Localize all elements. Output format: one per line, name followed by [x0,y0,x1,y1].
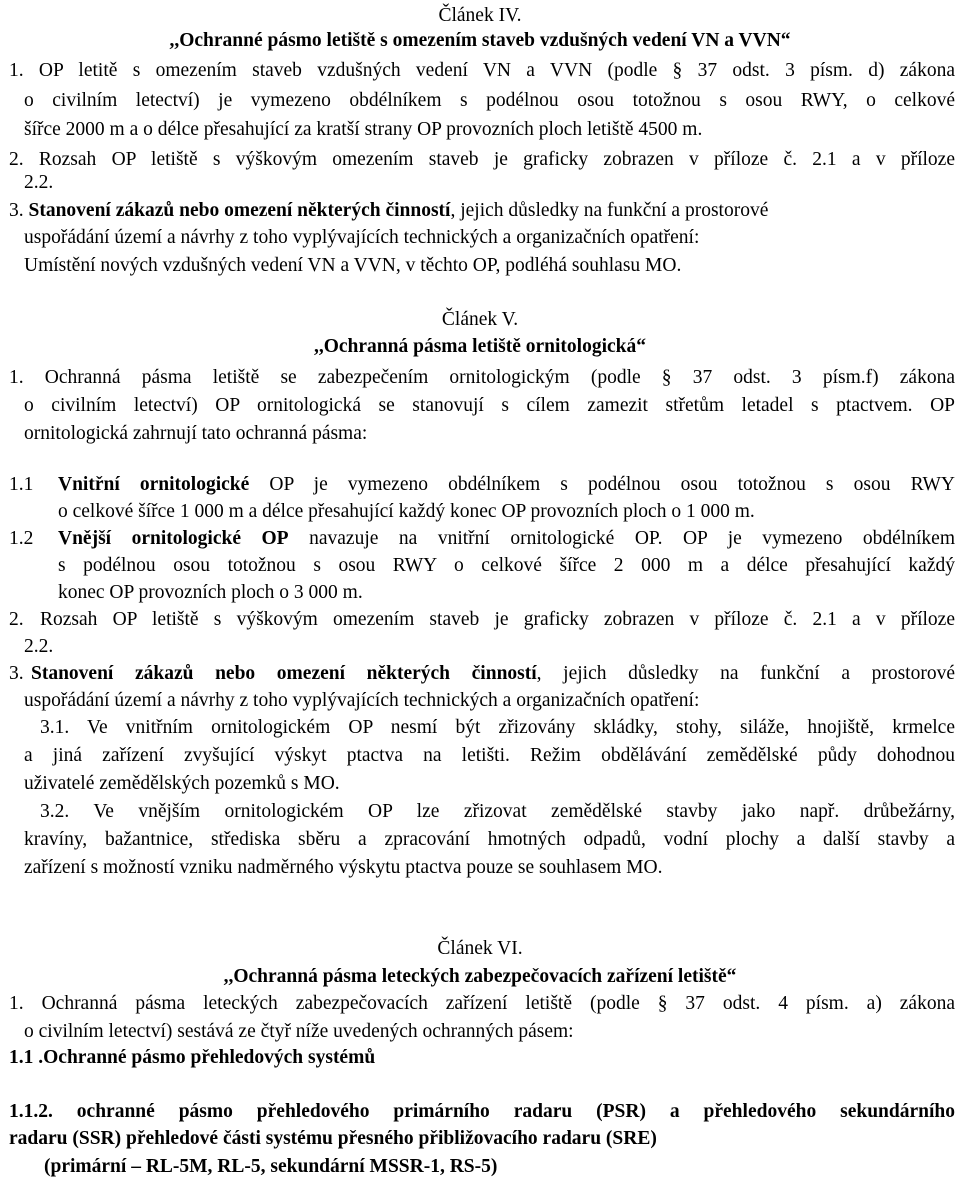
article-5-p1-line2: o civilním letectví) OP ornitologická se stanovují s cílem zamezit střetům letadel s ptactvem. OP [24,395,955,416]
item-1-1-line1 [58,473,955,497]
article-5-p2-number: 2. [9,609,24,630]
article-6-heading: Článek VI. [437,938,523,959]
section-1-1-2-line2: radaru (SSR) přehledové části systému přesného přibližovacího radaru (SRE) [9,1128,657,1149]
article-6-title: ,,Ochranná pásma leteckých zabezpečovacích zařízení letiště“ [223,966,737,987]
article-5-p3-number: 3. [9,663,24,684]
article-5-title: ,,Ochranná pásma letiště ornitologická“ [313,336,647,357]
article-5-p3-line2: uspořádání území a návrhy z toho vyplývajících technických a organizačních opatření: [24,690,700,711]
item-1-2-line1 [58,527,955,551]
article-4-p2-line2: 2.2. [24,172,54,193]
section-1-1-2-line3: (primární – RL-5M, RL-5, sekundární MSSR-1, RS-5) [44,1156,498,1177]
item-1-2-number: 1.2 [9,528,34,549]
article-4-p1-line2: o civilním letectví) je vymezeno obdélníkem s podélnou osou totožnou s osou RWY, o celkové [24,90,955,111]
clause-3-2-line3: zařízení s možností vzniku nadměrného výskytu ptactva pouze se souhlasem MO. [24,857,663,878]
article-4-p1-line1: 1. OP letitě s omezením staveb vzdušných vedení VN a VVN (podle § 37 odst. 3 písm. d) zákona [9,60,955,81]
article-4-p3-rest: , jejich důsledky na funkční a prostorové [450,200,769,221]
section-1-1-heading: 1.1 .Ochranné pásmo přehledových systémů [9,1047,376,1068]
article-4-p3-bold: Stanovení zákazů nebo omezení některých činností [28,200,451,221]
article-4-p2-line1: 2. Rozsah OP letiště s výškovým omezením staveb je graficky zobrazen v příloze č. 2.1 a v příloze [9,149,955,170]
article-5-p3-bold: Stanovení zákazů nebo omezení některých činností [31,663,537,684]
article-5-heading: Článek V. [441,309,519,330]
section-1-1-2-line1: 1.1.2. ochranné pásmo přehledového primárního radaru (PSR) a přehledového sekundárního [9,1101,955,1122]
article-5-p3-rest: , jejich důsledky na funkční a prostorové [536,663,955,684]
article-5-p1-line1: 1. Ochranná pásma letiště se zabezpečením ornitologickým (podle § 37 odst. 3 písm.f) zákona [9,367,955,388]
clause-3-2-line1: 3.2. Ve vnějším ornitologickém OP lze zřizovat zemědělské stavby jako např. drůbežárny, [40,801,955,822]
article-5-p2-line1: Rozsah OP letiště s výškovým omezením staveb je graficky zobrazen v příloze č. 2.1 a v příloze [40,609,955,630]
item-1-2-line2: s podélnou osou totožnou s osou RWY o celkové šířce 2 000 m a délce přesahující každý [58,555,955,576]
item-1-1-line2: o celkové šířce 1 000 m a délce přesahující každý konec OP provozních ploch o 1 000 m. [58,501,755,522]
item-1-1-number: 1.1 [9,474,34,495]
article-4-title: ,,Ochranné pásmo letiště s omezením staveb vzdušných vedení VN a VVN“ [169,30,791,51]
article-4-p1-line3: šířce 2000 m a o délce přesahující za kratší strany OP provozních ploch letiště 4500 m. [24,119,703,140]
item-1-2-rest: navazuje na vnitřní ornitologické OP. OP je vymezeno obdélníkem [288,528,955,549]
article-4-p3-line3: Umístění nových vzdušných vedení VN a VVN, v těchto OP, podléhá souhlasu MO. [24,255,682,276]
item-1-1-bold: Vnitřní ornitologické [58,474,250,495]
clause-3-1-line3: uživatelé zemědělských pozemků s MO. [24,773,340,794]
clause-3-1-line2: a jiná zařízení zvyšující výskyt ptactva na letišti. Režim obdělávání zemědělské půdy dohodnou [24,745,955,766]
article-5-p2-line2: 2.2. [24,636,54,657]
article-4-heading: Článek IV. [438,5,522,26]
article-5-p1-line3: ornitologická zahrnují tato ochranná pásma: [24,423,368,444]
item-1-2-bold: Vnější ornitologické OP [58,528,289,549]
item-1-1-rest: OP je vymezeno obdélníkem s podélnou osou totožnou s osou RWY [249,474,955,495]
item-1-2-line3: konec OP provozních ploch o 3 000 m. [58,582,363,603]
article-4-p3-number: 3. [9,200,24,221]
article-6-p1-line1: 1. Ochranná pásma leteckých zabezpečovacích zařízení letiště (podle § 37 odst. 4 písm. a) zákona [9,993,955,1014]
article-6-p1-line2: o civilním letectví) sestává ze čtyř níže uvedených ochranných pásem: [24,1021,574,1042]
clause-3-2-line2: kravíny, bažantnice, střediska sběru a zpracování hmotných odpadů, vodní plochy a další stavby a [24,829,955,850]
article-4-p3-line2: uspořádání území a návrhy z toho vyplývajících technických a organizačních opatření: [24,227,700,248]
article-4-p3-line1 [9,199,768,223]
article-5-p3-line1 [31,662,955,686]
clause-3-1-line1: 3.1. Ve vnitřním ornitologickém OP nesmí být zřizovány skládky, stohy, siláže, hnojiště, krmelce [40,717,955,738]
